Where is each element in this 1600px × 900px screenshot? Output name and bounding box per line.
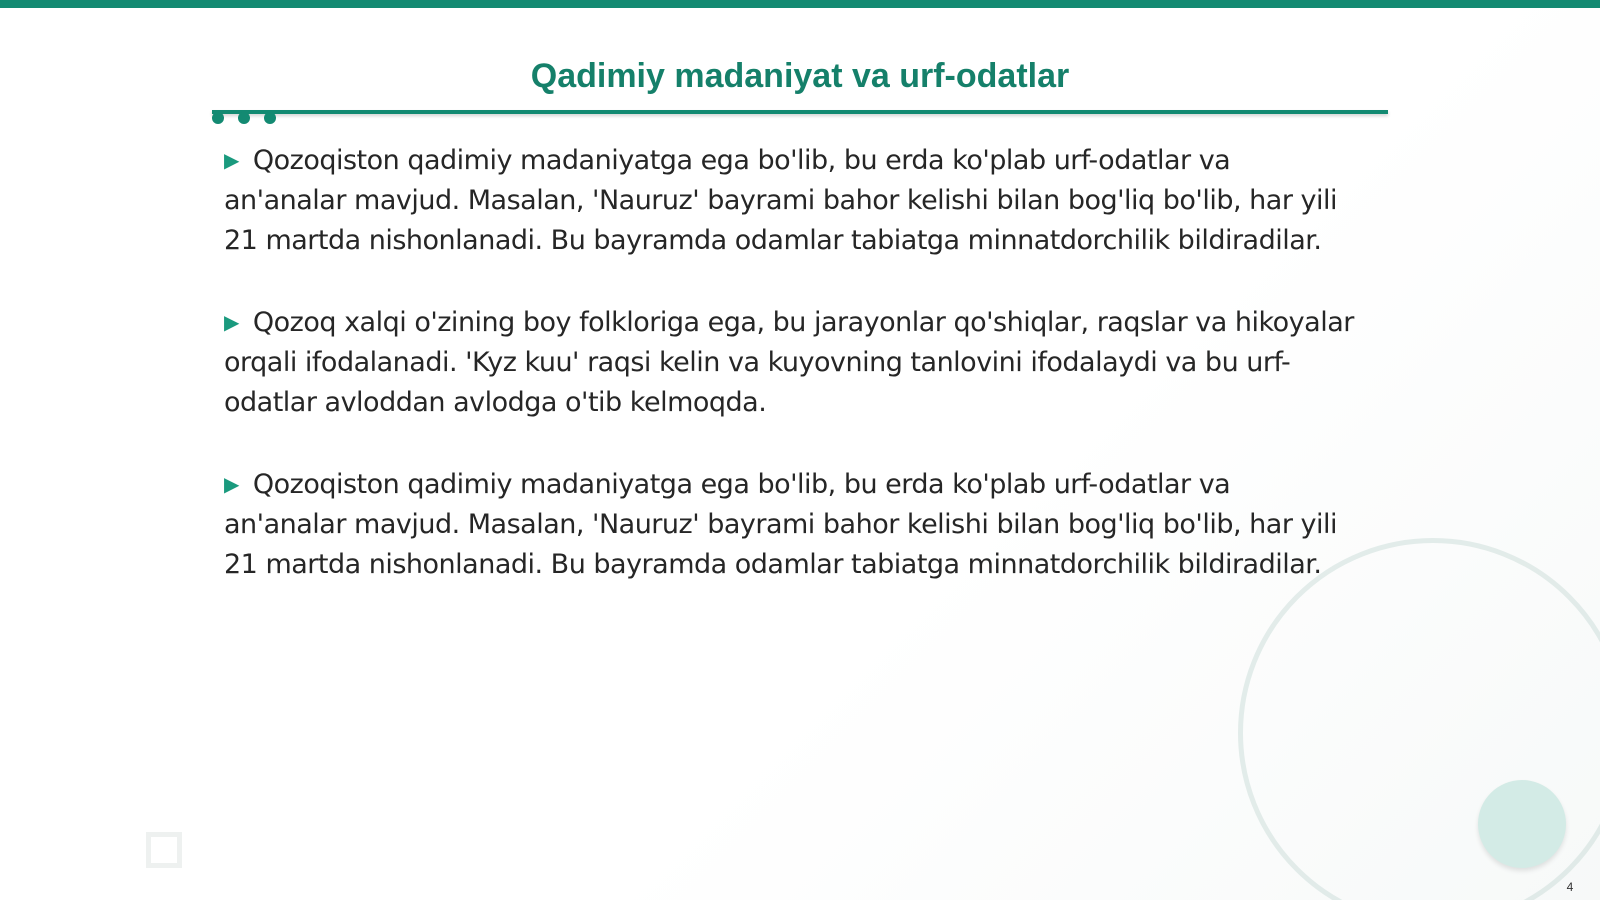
slide-body (224, 140, 1360, 626)
bullet-text: Qozoqiston qadimiy madaniyatga ega bo'lib, bu erda ko'plab urf-odatlar va an'analar mavjud. Masalan, 'Nauruz' bayrami bahor kelishi bilan bog'liq bo'lib, har yili 21 martda nishonlanadi. Bu bayramda odamlar tabiatga minnatdorchilik bildiradilar. (224, 469, 1337, 580)
bullet-text: Qozoq xalqi o'zining boy folkloriga ega, bu jarayonlar qo'shiqlar, raqslar va hikoyalar orqali ifodalanadi. 'Kyz kuu' raqsi kelin va kuyovning tanlovini ifodalaydi va bu urf-odatlar avloddan avlodga o'tib kelmoqda. (224, 307, 1354, 418)
top-accent-bar (0, 0, 1600, 8)
decor-square (146, 832, 182, 868)
title-underline (212, 110, 1388, 114)
slide-title: Qadimiy madaniyat va urf-odatlar (530, 57, 1070, 95)
bullet-paragraph-2 (224, 302, 1360, 423)
slide-number: 4 (1566, 880, 1574, 894)
bullet-text: Qozoqiston qadimiy madaniyatga ega bo'lib, bu erda ko'plab urf-odatlar va an'analar mavjud. Masalan, 'Nauruz' bayrami bahor kelishi bilan bog'liq bo'lib, har yili 21 martda nishonlanadi. Bu bayramda odamlar tabiatga minnatdorchilik bildiradilar. (224, 145, 1337, 256)
bullet-paragraph-3 (224, 464, 1360, 585)
decor-dot (264, 112, 276, 124)
triangle-right-icon: ▶ (224, 310, 239, 334)
title-dots-decoration (212, 112, 272, 126)
triangle-right-icon: ▶ (224, 472, 239, 496)
bullet-paragraph-1 (224, 140, 1360, 261)
decor-dot (212, 112, 224, 124)
decor-dot (238, 112, 250, 124)
decor-circle (1478, 780, 1566, 868)
triangle-right-icon: ▶ (224, 148, 239, 172)
